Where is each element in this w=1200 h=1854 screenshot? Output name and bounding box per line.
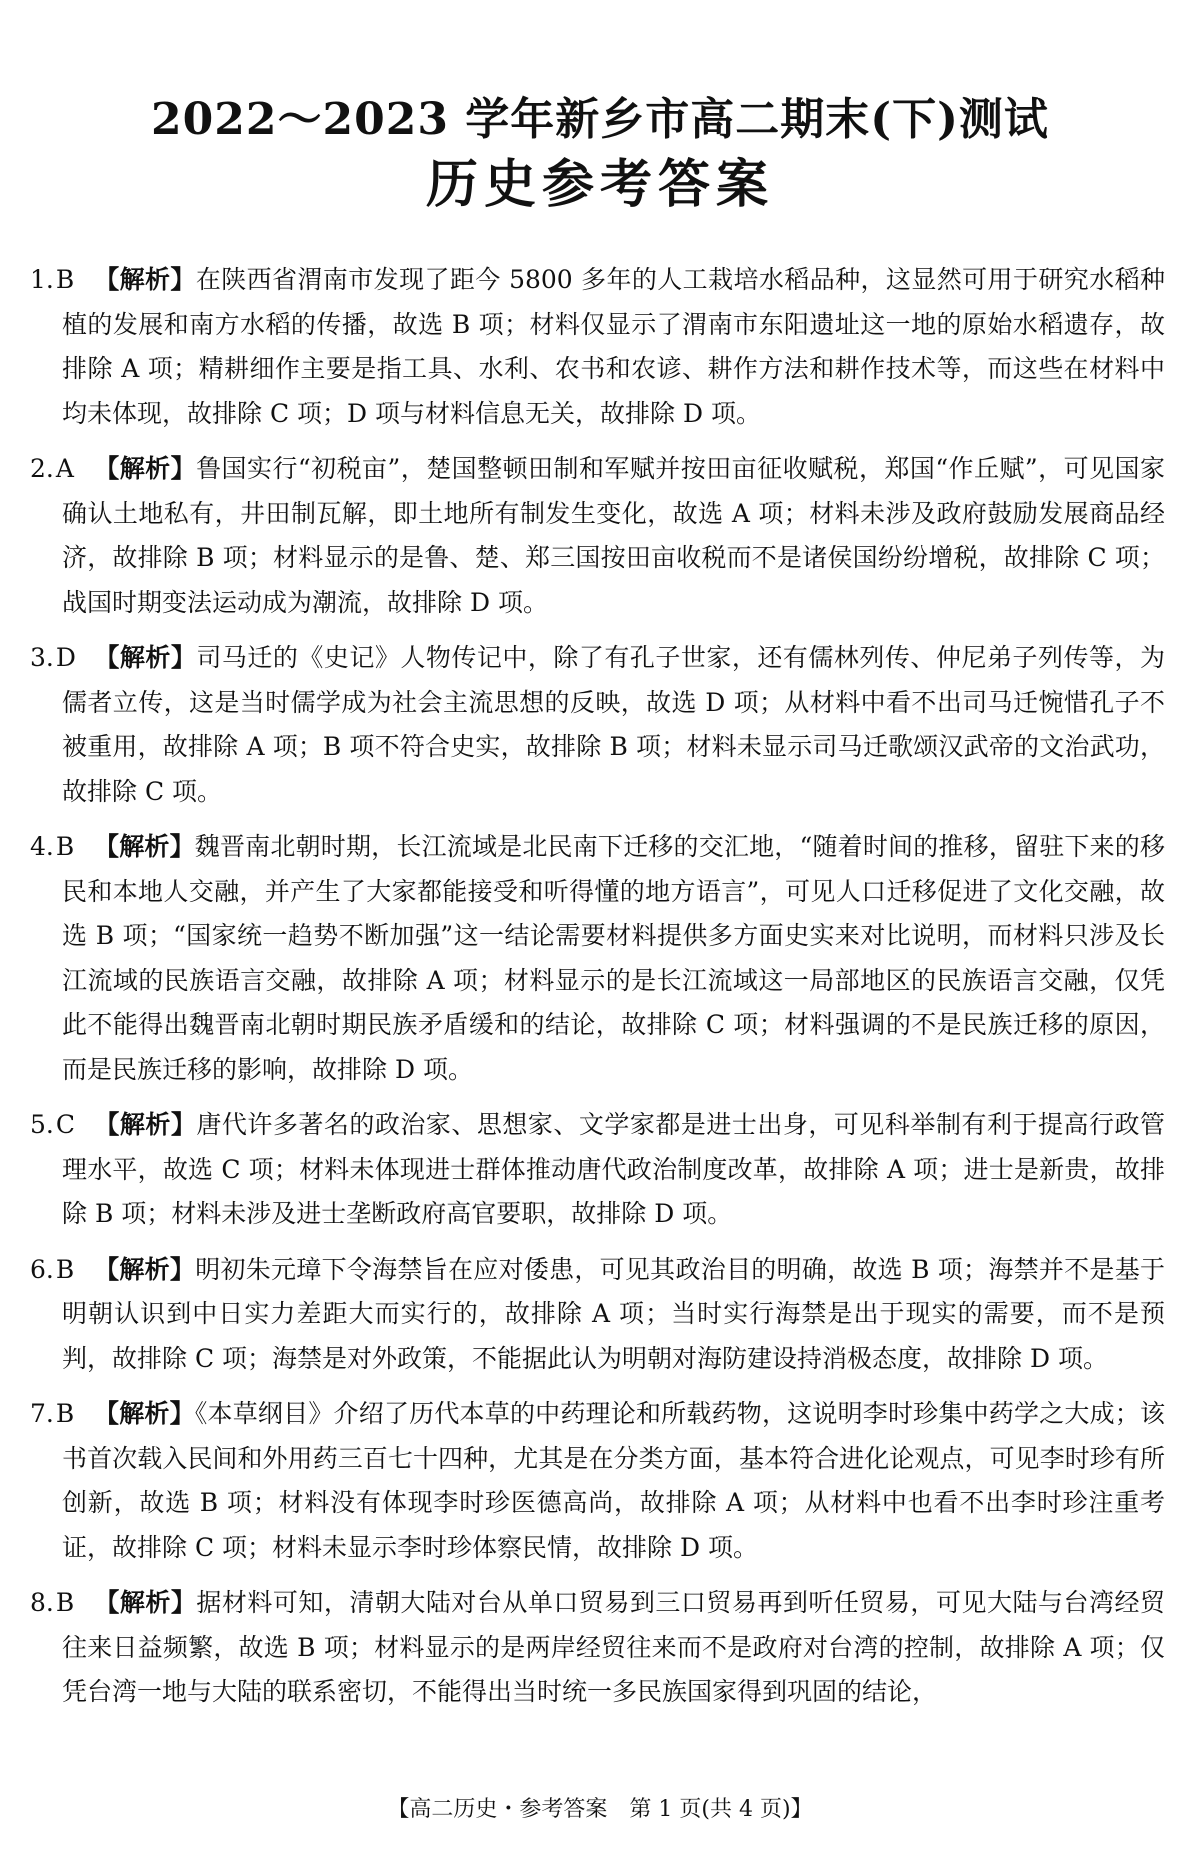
- analysis-text: 唐代许多著名的政治家、思想家、文学家都是进士出身，可见科举制有利于提高行政管理水平，故选 C 项；材料未体现进士群体推动唐代政治制度改革，故排除 A 项；进士是新贵，故排除 B 项；材料未涉及进士垄断政府高官要职，故排除 D 项。: [62, 1110, 1165, 1228]
- answer-item-6: [30, 1248, 1165, 1382]
- analysis-text: 《本草纲目》介绍了历代本草的中药理论和所载药物，这说明李时珍集中药学之大成；该书首次载入民间和外用药三百七十四种，尤其是在分类方面，基本符合进化论观点，可见李时珍有所创新，故选 B 项；材料没有体现李时珍医德高尚，故排除 A 项；从材料中也看不出李时珍注重考证，故排除 C 项；材料未显示李时珍体察民情，故排除 D 项。: [62, 1399, 1165, 1562]
- question-number: 5.: [30, 1110, 54, 1139]
- analysis-tag: 【解析】: [94, 832, 195, 861]
- answer-choice: A: [55, 454, 74, 483]
- question-number: 2.: [30, 454, 54, 483]
- page-footer: 【高二历史・参考答案 第 1 页(共 4 页)】: [387, 1797, 813, 1822]
- analysis-text: 据材料可知，清朝大陆对台从单口贸易到三口贸易再到听任贸易，可见大陆与台湾经贸往来日益频繁，故选 B 项；材料显示的是两岸经贸往来而不是政府对台湾的控制，故排除 A 项；仅凭台湾一地与大陆的联系密切，不能得出当时统一多民族国家得到巩固的结论，: [62, 1588, 1165, 1706]
- analysis-text: 鲁国实行“初税亩”，楚国整顿田制和军赋并按田亩征收赋税，郑国“作丘赋”，可见国家确认土地私有，井田制瓦解，即土地所有制发生变化，故选 A 项；材料未涉及政府鼓励发展商品经济，故排除 B 项；材料显示的是鲁、楚、郑三国按田亩收税而不是诸侯国纷纷增税，故排除 C 项；战国时期变法运动成为潮流，故排除 D 项。: [62, 454, 1165, 617]
- answer-choice: D: [55, 643, 76, 672]
- analysis-tag: 【解析】: [94, 1110, 197, 1139]
- answer-item-8: [30, 1581, 1165, 1715]
- question-number: 7.: [30, 1399, 54, 1428]
- exam-title: 2022～2023 学年新乡市高二期末(下)测试: [151, 94, 1049, 145]
- question-number: 4.: [30, 832, 54, 861]
- answer-choice: B: [55, 1254, 75, 1284]
- analysis-tag: 【解析】: [94, 265, 196, 294]
- analysis-tag: 【解析】: [94, 454, 197, 483]
- answer-item-5: [30, 1103, 1165, 1237]
- analysis-text: 明初朱元璋下令海禁旨在应对倭患，可见其政治目的明确，故选 B 项；海禁并不是基于明朝认识到中日实力差距大而实行的，故排除 A 项；当时实行海禁是出于现实的需要，而不是预判，故排除 C 项；海禁是对外政策，不能据此认为明朝对海防建设持消极态度，故排除 D 项。: [62, 1254, 1165, 1373]
- answer-choice: B: [55, 265, 75, 294]
- answer-item-4: [30, 825, 1165, 1092]
- answer-list: [30, 258, 1165, 1726]
- analysis-tag: 【解析】: [94, 643, 197, 672]
- analysis-tag: 【解析】: [94, 1588, 197, 1617]
- answer-item-1: [30, 258, 1165, 436]
- analysis-text: 魏晋南北朝时期，长江流域是北民南下迁移的交汇地，“随着时间的推移，留驻下来的移民和本地人交融，并产生了大家都能接受和听得懂的地方语言”，可见人口迁移促进了文化交融，故选 B 项；“国家统一趋势不断加强”这一结论需要材料提供多方面史实来对比说明，而材料只涉及长江流域的民族语言交融，故排除 A 项；材料显示的是长江流域这一局部地区的民族语言交融，仅凭此不能得出魏晋南北朝时期民族矛盾缓和的结论，故排除 C 项；材料强调的不是民族迁移的原因，而是民族迁移的影响，故排除 D 项。: [62, 832, 1165, 1084]
- analysis-tag: 【解析】: [94, 1399, 195, 1428]
- analysis-text: 司马迁的《史记》人物传记中，除了有孔子世家，还有儒林列传、仲尼弟子列传等，为儒者立传，这是当时儒学成为社会主流思想的反映，故选 D 项；从材料中看不出司马迁惋惜孔子不被重用，故排除 A 项；B 项不符合史实，故排除 B 项；材料未显示司马迁歌颂汉武帝的文治武功，故排除 C 项。: [62, 643, 1165, 806]
- analysis-tag: 【解析】: [94, 1254, 196, 1284]
- question-number: 6.: [30, 1254, 54, 1284]
- analysis-text: 在陕西省渭南市发现了距今 5800 多年的人工栽培水稻品种，这显然可用于研究水稻种植的发展和南方水稻的传播，故选 B 项；材料仅显示了渭南市东阳遗址这一地的原始水稻遗存，故排除 A 项；精耕细作主要是指工具、水利、农书和农谚、耕作方法和耕作技术等，而这些在材料中均未体现，故排除 C 项；D 项与材料信息无关，故排除 D 项。: [62, 265, 1165, 428]
- question-number: 3.: [30, 643, 54, 672]
- answer-choice: B: [55, 1399, 75, 1428]
- answer-choice: C: [55, 1110, 75, 1139]
- answer-item-2: [30, 447, 1165, 625]
- answer-choice: B: [55, 1588, 75, 1617]
- document-subtitle: 历史参考答案: [425, 154, 774, 215]
- answer-choice: B: [55, 832, 75, 861]
- question-number: 8.: [30, 1588, 54, 1617]
- answer-item-3: [30, 636, 1165, 814]
- question-number: 1.: [30, 265, 54, 294]
- answer-item-7: [30, 1392, 1165, 1570]
